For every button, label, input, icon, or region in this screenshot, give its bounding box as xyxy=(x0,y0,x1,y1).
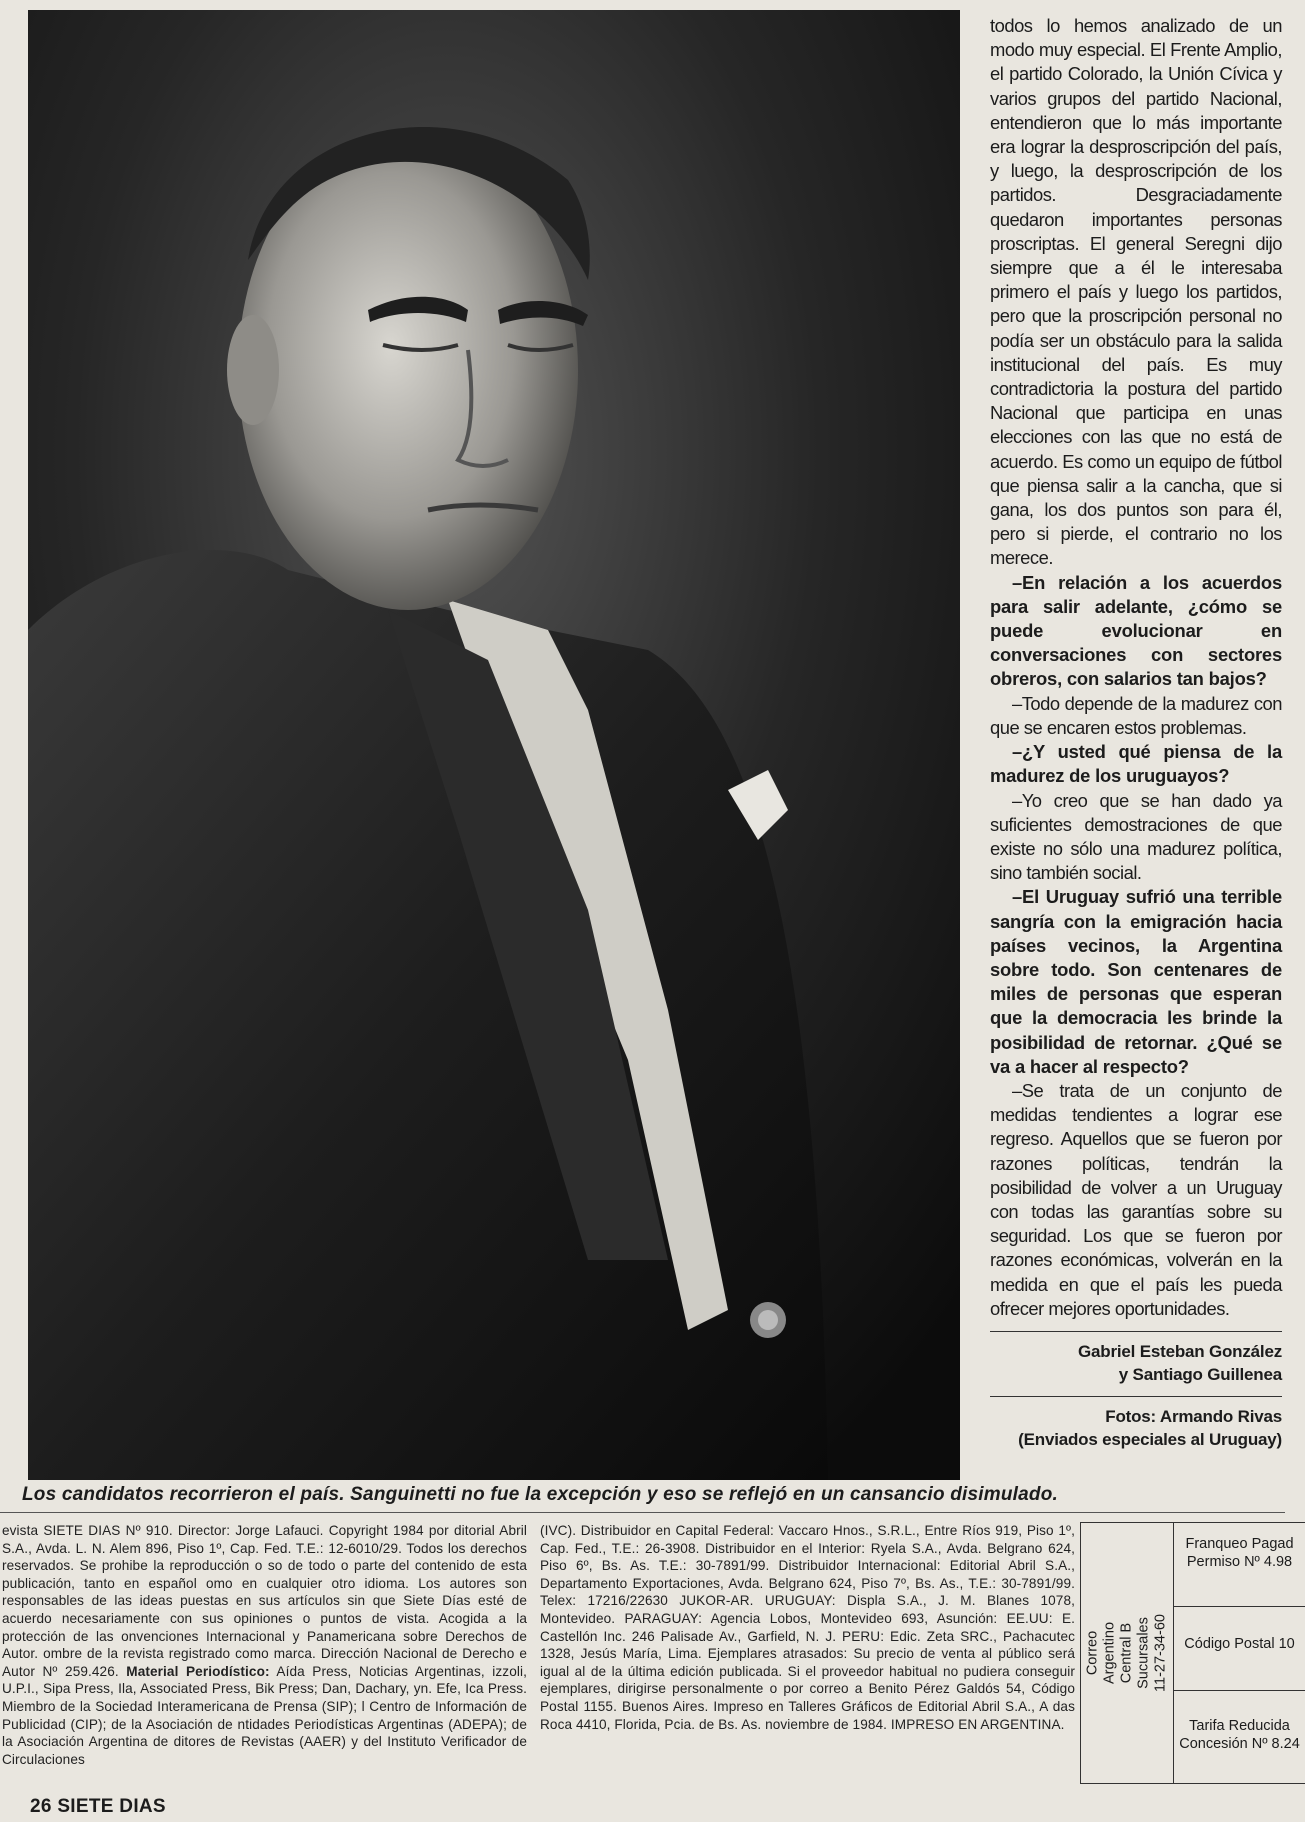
postal-line: 11-27-34-60 xyxy=(1152,1614,1169,1692)
portrait-photo xyxy=(28,10,960,1480)
imprint-column-1 xyxy=(2,1522,527,1768)
postal-line: Central B xyxy=(1118,1622,1135,1684)
photo-caption: Los candidatos recorrieron el país. Sanguinetti no fue la excepción y eso se reflejó en un cansancio disimulado. xyxy=(22,1484,1059,1505)
magazine-name: SIETE DIAS xyxy=(57,1796,166,1817)
franqueo-cell xyxy=(1173,1523,1305,1607)
photo-credits xyxy=(990,1405,1282,1451)
imprint-column-2 xyxy=(540,1522,1075,1733)
divider xyxy=(990,1331,1282,1332)
page-number: 26 xyxy=(30,1796,52,1817)
franqueo-line: Permiso Nº 4.98 xyxy=(1186,1554,1293,1570)
portrait-illustration xyxy=(28,10,960,1480)
postal-box xyxy=(1080,1522,1305,1784)
imprint-text: evista SIETE DIAS Nº 910. Director: Jorge Lafauci. Copyright 1984 por ditorial Abril S.A., Avda. L. N. Alem 896, Piso 1º, Cap. Fed. T.E.: 12-6010/29. Todos los derechos reservados. Se prohibe la reproducción o so de todo o parte del contenido de esta publicación, tanto en español omo en cualquier otro idioma. Los autores son responsables de las ideas puestas en sus artículos sin que Siete Días esté de acuerdo necesariamente con sus opiniones o puntos de vista. Acogida a la protección de las onvenciones Internacional y Panamericana sobre Derechos de Autor. ombre de la revista registrado como marca. Dirección Nacional de Derecho e Autor Nº 259.426. xyxy=(2,1523,527,1679)
interview-question: –En relación a los acuerdos para salir adelante, ¿cómo se puede evolucionar en conversaciones con sectores obreros, con salarios tan bajos? xyxy=(990,571,1282,690)
franqueo-line: Franqueo Pagad xyxy=(1185,1536,1294,1552)
tarifa-line: Concesión Nº 8.24 xyxy=(1179,1736,1300,1752)
divider xyxy=(990,1396,1282,1397)
postal-line: Argentino xyxy=(1101,1621,1118,1685)
imprint-label: Material Periodístico: xyxy=(126,1663,270,1679)
interview-question: –El Uruguay sufrió una terrible sangría con la emigración hacia países vecinos, la Argentina sobre todo. Son centenares de miles de personas que esperan que la democracia les brinde la posibilidad de retornar. ¿Qué se va a hacer al respecto? xyxy=(990,886,1282,1077)
authors-line: Gabriel Esteban González xyxy=(1078,1341,1282,1361)
author-credits xyxy=(990,1340,1282,1386)
postal-line: Correo xyxy=(1084,1630,1101,1676)
interview-question: –¿Y usted qué piensa de la madurez de los uruguayos? xyxy=(990,741,1282,787)
postal-vertical-cell xyxy=(1081,1523,1174,1783)
photos-credit: Fotos: Armando Rivas xyxy=(1105,1406,1282,1426)
interview-answer: –Todo depende de la madurez con que se encaren estos problemas. xyxy=(990,692,1282,738)
tarifa-line: Tarifa Reducida xyxy=(1189,1718,1290,1734)
codigo-postal-cell xyxy=(1173,1607,1305,1691)
imprint-text: (IVC). Distribuidor en Capital Federal: Vaccaro Hnos., S.R.L., Entre Ríos 919, Piso 1º, Cap. Fed., T.E.: 26-3908. Distribuidor en el Interior: Ryela S.A., Avda. Belgrano 624, Piso 6º, Bs. As. T.E.: 30-7891/99. Distribuidor Internacional: Editorial Abril S.A., Departamento Exportaciones, Avda. Belgrano 624, Piso 7º, Bs. As., T.E.: 30-7891/99. Telex: 17216/22630 JUKOR-AR. URUGUAY: Displa S.A., J. M. Blanes 1078, Montevideo. PARAGUAY: Agencia Lobos, Montevideo 693, Asunción: EE.UU: E. Castellón Inc. 246 Palisade Av., Garfield, N. J. PERU: Edic. Zeta SRC., Pachacutec 1328, Jesús María, Lima. Ejemplares atrasados: Su precio de venta al público será igual al de la última edición publicada. Si el proveedor habitual no pudiera conseguir ejemplares, dirigirse personalmente o por correo a Benito Pérez Galdós 54, Código Postal 1155. Buenos Aires. Impreso en Talleres Gráficos de Editorial Abril S.A., A das Roca 4410, Florida, Pcia. de Bs. As. noviembre de 1984. IMPRESO EN ARGENTINA. xyxy=(540,1523,1075,1732)
article-column xyxy=(990,14,1282,1451)
postal-vertical-text xyxy=(1085,1614,1170,1692)
envoys-note: (Enviados especiales al Uruguay) xyxy=(1018,1429,1282,1449)
interview-answer: –Yo creo que se han dado ya suficientes demostraciones de que existe no sólo una madurez política, sino también social. xyxy=(990,789,1282,884)
page-footer xyxy=(30,1796,166,1818)
imprint-text: Aída Press, Noticias Argentinas, izzoli, U.P.I., Sipa Press, Ila, Associated Press, Bik Press; Dan, Dachary, yn. Efe, Ica Press. Miembro de la Sociedad Interamericana de Prensa (SIP); l Centro de Información de Publicidad (CIP); de la Asociación de ntidades Periodísticas Argentinas (ADEPA); de la Asociación Argentina de ditores de Revistas (AAER) y del Instituto Verificador de Circulaciones xyxy=(2,1663,527,1767)
codigo-postal: Código Postal 10 xyxy=(1184,1636,1295,1652)
imprint-divider xyxy=(0,1512,1285,1513)
article-paragraph: todos lo hemos analizado de un modo muy especial. El Frente Amplio, el partido Colorado, la Unión Cívica y varios grupos del partido Nacional, entendieron que lo más importante era lograr la desproscripción del país, y luego, la desproscripción de los partidos. Desgraciadamente quedaron importantes personas proscriptas. El general Seregni dijo siempre que a él le interesaba primero el país y luego los partidos, pero que la proscripción personal no podía ser un obstáculo para la salida institucional del país. Es muy contradictoria la postura del partido Nacional que participa en unas elecciones con las que no está de acuerdo. Es como un equipo de fútbol que piensa salir a la cancha, que si gana, los dos puntos son para él, pero si pierde, el contrario no los merece. xyxy=(990,15,1282,569)
authors-line: y Santiago Guillenea xyxy=(1118,1364,1282,1384)
postal-line: Sucursales xyxy=(1135,1617,1152,1689)
tarifa-cell xyxy=(1173,1691,1305,1783)
interview-answer: –Se trata de un conjunto de medidas tendientes a lograr ese regreso. Aquellos que se fueron por razones políticas, tendrán la posibilidad de volver a un Uruguay con todas las garantías sobre su seguridad. Los que se fueron por razones económicas, volverán en la medida en que el país les pueda ofrecer mejores oportunidades. xyxy=(990,1079,1282,1319)
